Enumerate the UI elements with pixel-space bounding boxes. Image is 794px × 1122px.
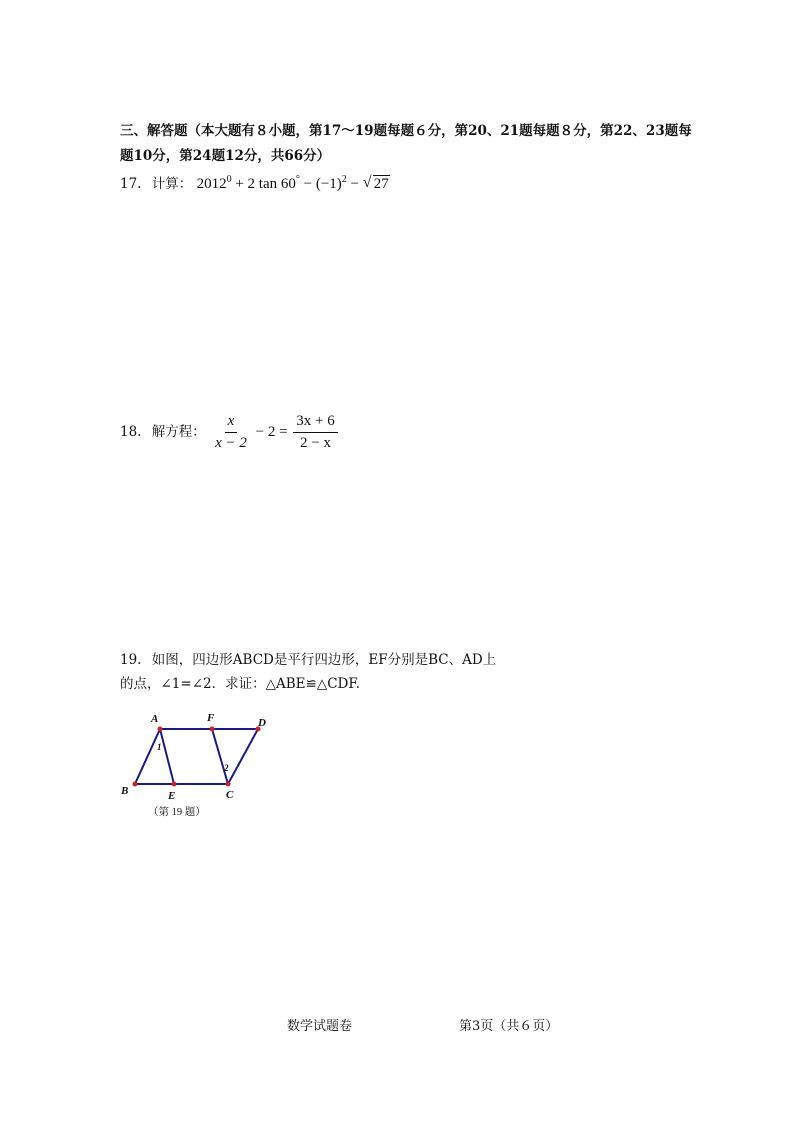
figure-caption: （第 19 题）: [148, 807, 206, 818]
point-a: [158, 727, 163, 732]
question-19-line-2: 的点，∠1=∠2．求证：△ABE≌△CDF.: [120, 676, 360, 692]
label-b: B: [121, 785, 129, 797]
minus-sign: −: [350, 176, 360, 192]
rhs-numerator: 3x + 6: [293, 413, 337, 433]
point-c: [226, 782, 231, 787]
equation-middle: − 2 =: [255, 423, 288, 440]
label-f: F: [207, 712, 215, 724]
question-line-1: 如图，四边形ABCD是平行四边形，EF分别是BC、AD上: [151, 652, 497, 668]
label-d: D: [258, 717, 266, 729]
question-number: 18.: [120, 423, 142, 440]
question-19: [120, 648, 496, 668]
tan-term: + 2 tan 60: [235, 176, 296, 192]
label-angle-1: 1: [157, 742, 162, 752]
parallelogram-abcd: [135, 729, 258, 784]
question-number: 17.: [120, 176, 142, 192]
point-b: [133, 782, 138, 787]
question-number: 19.: [120, 652, 142, 668]
footer-title: 数学试题卷: [287, 1019, 353, 1034]
neg-one-term: − (−1): [303, 176, 342, 192]
exponent-zero: 0: [226, 174, 232, 185]
label-e: E: [168, 790, 176, 802]
exponent-two: 2: [341, 174, 347, 185]
lhs-denominator: x − 2: [215, 435, 247, 451]
lhs-numerator: x: [225, 413, 238, 433]
label-angle-2: 2: [224, 763, 229, 773]
question-prompt: 解方程：: [151, 423, 206, 440]
footer-page-number: 第3页（共６页）: [459, 1019, 559, 1034]
segment-ae: [160, 729, 174, 784]
point-f: [210, 727, 215, 732]
label-c: C: [226, 789, 234, 801]
segment-fc: [212, 729, 228, 784]
equation: [210, 413, 340, 451]
question-18: [120, 413, 340, 452]
lhs-fraction: [212, 413, 250, 452]
question-17: [120, 172, 390, 193]
square-root: √ 27: [362, 174, 389, 192]
point-e: [172, 782, 177, 787]
section-header: 三、解答题（本大题有８小题，第17～19题每题６分，第20、21题每题８分，第22、23题每题10分，第24题12分，共66分）: [120, 123, 692, 164]
degree-sign: °: [295, 174, 300, 185]
figure-points: [133, 727, 261, 787]
question-prompt: 计算：: [151, 176, 193, 192]
expression: [197, 176, 390, 192]
base: 2012: [196, 176, 227, 192]
figure-lines: [135, 729, 258, 784]
rhs-fraction: [293, 413, 337, 452]
label-a: A: [151, 713, 159, 725]
rhs-denominator: 2 − x: [300, 435, 331, 451]
radicand: 27: [373, 176, 389, 192]
parallelogram-figure: [110, 708, 290, 823]
